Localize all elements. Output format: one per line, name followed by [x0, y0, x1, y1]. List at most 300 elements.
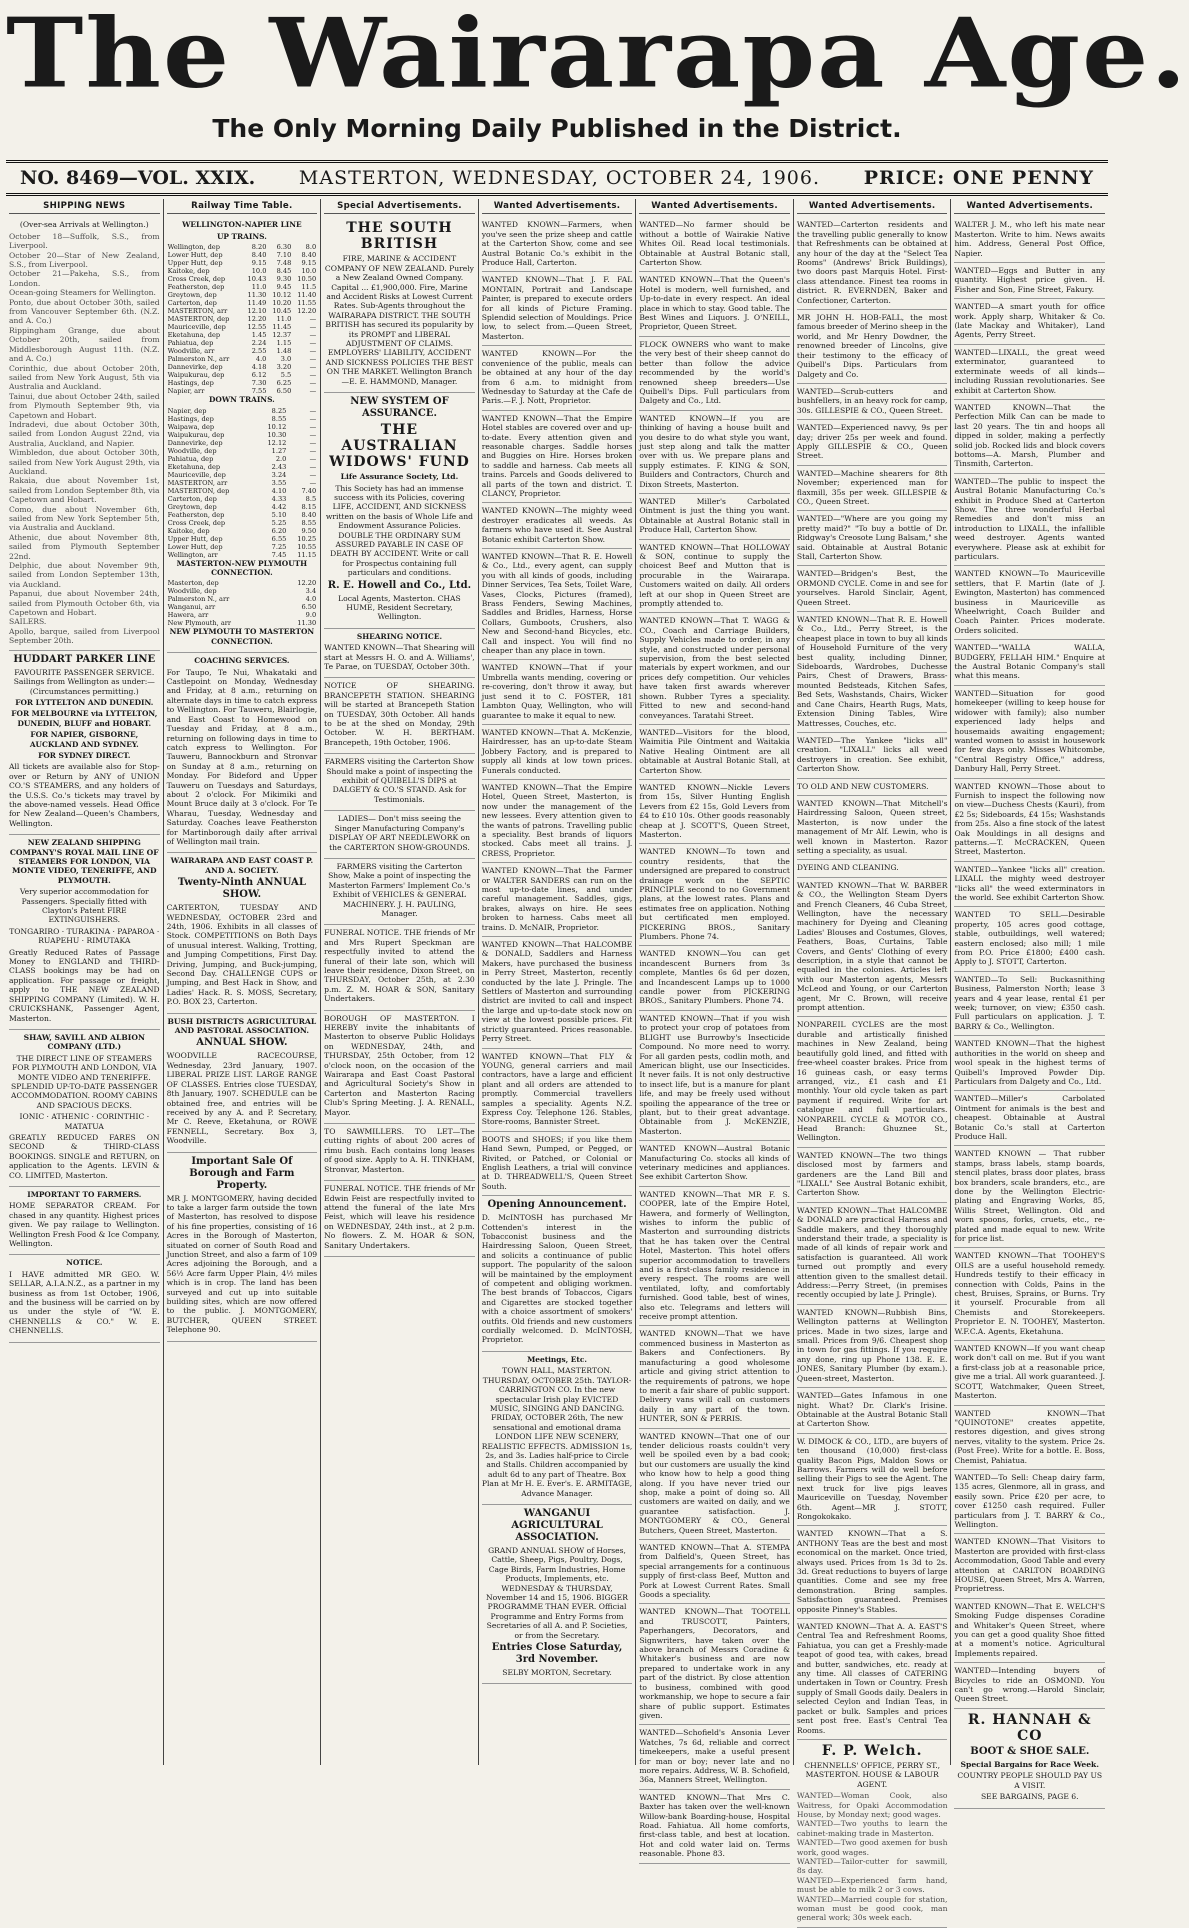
column-heading: Special Advertisements.	[324, 199, 475, 214]
station-name: Waipawa, dep	[167, 422, 215, 431]
train-time: 4.10	[271, 486, 287, 495]
train-time: 3.55	[271, 478, 287, 487]
train-time: 10.0	[251, 267, 267, 276]
awf-title: THE AUSTRALIAN WIDOWS' FUND	[329, 422, 470, 471]
timetable-row	[167, 611, 318, 619]
train-time: 10.12	[272, 291, 292, 300]
brancepeth-text: NOTICE OF SHEARING. BRANCEPETH STATION. SHEARING will be started at Brancepeth Station on TUESDAY, 30th October. All hands to be at the shed on Monday, 29th October. W. H. BERTHAM. Brancepeth, 19th October, 1906.	[324, 681, 475, 747]
train-time: —	[309, 331, 317, 340]
train-time: 12.37	[272, 331, 292, 340]
train-time: 8.55	[301, 518, 317, 527]
train-time: 11.0	[276, 315, 292, 324]
welch-title: F. P. Welch.	[821, 1742, 923, 1759]
wpa-show: Twenty-Ninth ANNUAL SHOW.	[177, 877, 306, 901]
train-time: 6.30	[276, 243, 292, 252]
nzsc-text: Very superior accommodation for Passengers. Specially fitted with Clayton's Patent FIRE EXTINGUISHERS.	[19, 887, 149, 925]
funeral-notice-1	[324, 925, 475, 1010]
timetable-row	[167, 299, 318, 307]
station-name: Greytown, dep	[167, 291, 217, 300]
issue-price: PRICE: ONE PENNY	[863, 167, 1094, 189]
station-name: Palmerston N., arr	[167, 355, 230, 364]
train-time: —	[309, 323, 317, 332]
train-time: 1.15	[276, 339, 292, 348]
timetable-row	[167, 439, 318, 447]
wanted-ad: WANTED KNOWN—To town and country residents, that the undersigned are prepared to construct drainage work on the SEPTIC PRINCIPLE second to no Government plans, at the lowest rates. Plans and estimates free on application. Nothing but certificated men employed. PICKERING BROS., Sanitary Plumbers. Phone 74.	[639, 844, 790, 946]
wanted-ad: WANTED KNOWN—That TOOTELL and TRUSCOTT, Painters, Paperhangers, Decorators, and Signwriters, have taken over the above branch of Messrs Coradine & Whitaker's business and are now prepared to undertake work in any part of the district. By close attention to business, combined with good workmanship, we hope to secure a fair share of public support. Estimates given.	[639, 1604, 790, 1725]
timetable-row	[167, 527, 318, 535]
quibell-ad	[324, 754, 475, 811]
train-time: 2.43	[271, 462, 287, 471]
huddart-note: All tickets are available also for Stop-over or Return by ANY of UNION CO.'S STEAMERS, and any holders of the U.S.S. Co.'s tickets may travel by the above-named vessels. Head Office for New Zealand—Queen's Chambers, Wellington.	[9, 762, 160, 828]
train-time: 7.48	[276, 259, 292, 268]
train-time: 7.40	[301, 486, 317, 495]
wanted-ad: WANTED KNOWN—That Mitchell's Hairdressing Saloon, Queen street, Masterton, is now under the management of Mr Alf. Lewin, who is well known in Masterton. Razor setting a speciality, as usual.	[797, 796, 948, 860]
nzsc-ad	[9, 835, 160, 1030]
wanted-ad: WANTED KNOWN—That HALCOMBE & DONALD, Saddlers and Harness Makers, have purchased the business in Perry Street, Masterton, recently conducted by the late J. Pringle. The Settlers of Masterton and surrounding district are invited to call and inspect the large and up-to-date stock now on view at the lowest possible prices. Fit strictly guaranteed. Prices reasonable. Perry Street.	[482, 937, 633, 1048]
arrival-item: October 20—Star of New Zealand, S.S., from Liverpool.	[9, 250, 160, 270]
train-time: —	[309, 387, 317, 396]
wanted-ad: WANTED KNOWN—That R. E. Howell & Co., Ltd., Perry Street, is the cheapest place in town to buy all kinds of Household Furniture of the very best quality, including Dinner, Sideboards, Wardrobes, Duchesse Pairs, Chest of Drawers, Brass-mounted Bedsteads, Kitchen Safes, Bed Sets, Washstands, Chairs, Wicker and Cane Chairs, Hearth Rugs, Mats, Extension Dining Tables, Wire Mattresses, Couches, etc.	[797, 612, 948, 733]
wanted-ad: WANTED KNOWN—That Mrs C. Baxter has taken over the well-known Willow-bank Boarding-house, Hospital Road. Fahiatua. All home comforts, first-class table, and best at location. Hot and cold water laid on. Terms reasonable. Phone 83.	[639, 1790, 790, 1864]
wanted-ad: WANTED KNOWN—That E. WELCH'S Smoking Fudge dispenses Coradine and Whitaker's Queen Street, where you can get a good quality Shoe fitted at a moment's notice. Agricultural Implements repaired.	[954, 1599, 1105, 1663]
station-name: Napier, dep	[167, 406, 207, 415]
np-connection-title: MASTERTON-NEW PLYMOUTH CONNECTION.	[176, 558, 308, 578]
station-name: Dannevirke, dep	[167, 363, 223, 372]
bush-text: WOODVILLE RACECOURSE, Wednesday, 23rd January, 1907. LIBERAL PRIZE LIST. LARGE RANGE OF CLASSES. Entries close TUESDAY, 8th January, 1907. SCHEDULE can be obtained free, and entries will be received by any A. and P. Secretary, Mr C. Reeve, Eketahuna, or ROWE FENNELL, Secretary. Box 3, Woodville.	[166, 1051, 318, 1146]
train-time: 7.45	[271, 550, 287, 559]
wanted-ad: WANTED KNOWN—That we have commenced business in Masterton as Bakers and Confectioners. By manufacturing a good wholesome article and giving strict attention to the requirements of patrons, we hope to merit a fair share of public support. Delivery vans will call on customers daily in any part of the town. HUNTER, SON & PERRIS.	[639, 1326, 790, 1428]
entries-close: Entries Close Saturday, 3rd November.	[491, 1642, 623, 1666]
train-time: 8.5	[305, 494, 317, 503]
station-name: Wellington, arr	[167, 550, 218, 559]
train-time: 8.55	[271, 414, 287, 423]
station-name: Upper Hutt, dep	[167, 259, 223, 268]
np-return-title: NEW PLYMOUTH TO MASTERTON CONNECTION.	[169, 627, 315, 646]
train-time: 11.40	[297, 291, 317, 300]
funeral-notice-2	[324, 1181, 475, 1257]
train-time: 7.10	[276, 251, 292, 260]
timetable-row	[167, 587, 318, 595]
meetings-title: Meetings, Etc.	[527, 1354, 587, 1364]
wairarapa-show-ad	[167, 853, 318, 1013]
train-time: 4.42	[271, 502, 287, 511]
line-title: WELLINGTON-NAPIER LINE	[182, 220, 302, 230]
wanted-ad: WANTED KNOWN—That R. E. Howell & Co., Ltd., every agent, can supply you with all kinds of goods, including Dinner Services, Tea Sets, Toilet Ware, Vases, Clocks, Pictures (framed), Brass Fenders, Sewing Machines, Saddles and Bridles, Harness, Horse Collars, Gumboots, Crushers, also New and Second-hand Bicycles, etc. Call and inspect. You will find no cheaper than any place in town.	[482, 549, 633, 660]
station-name: Mauriceville, dep	[167, 323, 226, 332]
wanted-ad: WANTED KNOWN—The mighty weed destroyer eradicates all weeds. As farmers who have used it. See Austral Botanic exhibit Carterton Show.	[482, 503, 633, 549]
funeral-2-text: FUNERAL NOTICE. THE friends of Mr Edwin Feist are respectfully invited to attend the funeral of the late Mrs Feist, which will leave his residence on WEDNESDAY, 24th inst., at 2 p.m. No flowers. Z. M. HOAR & SON, Sanitary Undertakers.	[324, 1184, 475, 1250]
issue-number: NO. 8469—VOL. XXIX.	[20, 167, 256, 189]
timetable-row	[167, 331, 318, 339]
down-trains-table	[167, 407, 318, 559]
train-time: —	[309, 379, 317, 388]
train-time: 11.15	[297, 550, 317, 559]
wanted-ad: WANTED KNOWN—That the Perfection Milk Can can be made to last 20 years. The tin and hoops all dipped in solder, making a perfectly solid job. Rocked lids and block covers bottoms—A. Marsh, Plumber and Tinsmith, Carterton.	[954, 400, 1105, 474]
wpa-text: CARTERTON, TUESDAY AND WEDNESDAY, OCTOBER 23rd and 24th, 1906. Exhibits in all classes of Stock. COMPETITIONS on Both Days of unusual interest. Walking, Trotting, and Jumping Competitions, First Day. Driving, Jumping, and Buck-jumping, Second Day. CHALLENGE CUPS or Jumping, and Best Hack in Show, and Ladies' Hack. R. S. MOSS, Secretary, P.O. BOX 23, Carterton.	[166, 903, 318, 1007]
arrival-item: Tainui, due about October 24th, sailed from Plymouth September 9th, via Capetown and Hobart.	[9, 391, 160, 420]
shearing-text: WANTED KNOWN—That Shearing will start at Messrs H. O. and A. Williams', Te Parae, on TUESDAY, October 30th.	[324, 643, 475, 671]
wanted-ad: BOOTS and SHOES; if you like them Hand Sewn, Pumped, or Pegged, or Rivited, or Patched, or Colonial or English Leathers, a trial will convince at D. THREADWELL'S, Queen Street South.	[482, 1132, 633, 1196]
station-name: Waipukurau, dep	[167, 430, 225, 439]
timetable-row	[167, 619, 318, 627]
train-time: 8.0	[305, 243, 317, 252]
opening-title: Opening Announcement.	[487, 1199, 627, 1211]
train-time: 9.45	[276, 283, 292, 292]
column-special	[321, 199, 479, 1765]
station-name: Woodville, arr	[167, 347, 215, 356]
up-trains-title: UP TRAINS.	[216, 231, 267, 241]
wanted-ad: W. DIMOCK & CO., LTD., are buyers of ten thousand (10,000) first-class quality Bacon Pigs, Maldon Sows or Barrows. Farmers will do well before selling their Pigs to see the Agent. The next truck for live pigs leaves Mauriceville on Tuesday, November 6th. Agent—MR J. STOTT, Rongokokako.	[797, 1434, 948, 1527]
timetable-row	[167, 387, 318, 395]
train-time: 7.30	[251, 379, 267, 388]
train-time: 9.15	[301, 259, 317, 268]
townhall-text: TOWN HALL, MASTERTON. THURSDAY, OCTOBER 25th. TAYLOR-CARRINGTON CO. In the new spectacular Irish play EVICTED MUSIC, SINGING AND DANCING. FRIDAY, OCTOBER 26th, The new sensational and emotional drama LONDON LIFE NEW SCENERY, REALISTIC EFFECTS. ADMISSION 1s, 2s, and 3s. Ladies half-price to Circle and Stalls. Children accompanied by adult 6d to any part of Theatre. Box Plan at Mr H. E. Ever's. E. ARMITAGE, Advance Manager.	[481, 1366, 633, 1498]
farmers-ad	[9, 1187, 160, 1255]
wanted-ad: WANTED KNOWN—That HOLLOWAY & SON, continue to supply the choicest Beef and Mutton that is procurable in the Wairarapa. Customers waited on daily. All orders left at our shop in Queen Street are promptly attended to.	[639, 540, 790, 614]
arrival-item: Indradevi, due about October 30th, sailed from London August 22nd, via Australia, Auckland, and Napier.	[9, 419, 160, 448]
train-time: 10.25	[297, 534, 317, 543]
train-time: 12.55	[247, 323, 267, 332]
railway-timetable	[167, 217, 318, 653]
timetable-row	[167, 595, 318, 603]
wanted-ad: WANTED KNOWN—That the Farmer or WALTER SANDERS can run on the most up-to-date lines, and under careful management. Saddles, gigs, brakes, always on hire. He sees broken to harness. Cabs meet all trains. D. McNAIR, Proprietor.	[482, 863, 633, 937]
hannah-ad	[954, 1709, 1105, 1809]
station-name: Upper Hutt, dep	[167, 534, 223, 543]
train-time: 9.50	[301, 526, 317, 535]
train-time: —	[309, 422, 317, 431]
wanted-ad: WANTED KNOWN—That if you wish to protect your crop of potatoes from BLIGHT use Burrowby's Insecticide Compound. No more need to worry. For all garden pests, codlin moth, and American blight, use our Insecticides. It never fails. It is not only destructive to insect life, but is a manure for plant life, and may be freely used without spoiling the appearance of the tree or plant, but to their great advantage. Obtainable from J. McKENZIE, Masterton.	[639, 1011, 790, 1141]
arrival-item: Apollo, barque, sailed from Liverpool September 20th.	[9, 626, 160, 646]
timetable-row	[167, 323, 318, 331]
wanted-list	[954, 217, 1105, 1708]
welch-item: WANTED—Two good axemen for bush work, good wages.	[796, 1838, 948, 1857]
station-name: Lower Hutt, dep	[167, 542, 223, 551]
meetings-section	[482, 1352, 633, 1505]
sawmill-text: TO SAWMILLERS. TO LET—The cutting rights of about 200 acres of rimu bush. Each contains long leases of good size. Apply to A. H. TINKHAM, Stronvar, Masterton.	[324, 1127, 475, 1174]
train-time: —	[309, 446, 317, 455]
station-name: Eketahuna, dep	[167, 331, 221, 340]
issue-date: MASTERTON, WEDNESDAY, OCTOBER 24, 1906.	[298, 167, 821, 189]
notice-text: I HAVE admitted MR GEO. W. SELLAR, A.I.A.N.Z., as a partner in my business as from 1st October, 1906, and the business will be carried on by us under the style of "W. E. CHENNELLS & CO." W. E. CHENNELLS.	[9, 1269, 160, 1336]
wanted-ad: WANTED KNOWN—That a S. ANTHONY Teas are the best and most economical on the market. Once tried, always used. Prices from 1s 3d to 2s. 3d. Great reductions to buyers of large quantities. Come and see my free demonstration. Bring samples. Satisfaction guaranteed. Premises opposite Pinney's Stables.	[797, 1526, 948, 1619]
columns	[6, 199, 1108, 1923]
timetable-row	[167, 379, 318, 387]
station-name: Woodville, dep	[167, 446, 217, 455]
wanted-ad: WANTED—A smart youth for office work. Apply sharp, Whitaker & Co. (late Mackay and Whitaker), Land Agents, Perry Street.	[954, 299, 1105, 345]
awf-text: This Society has had an immense success with its Policies, covering LIFE, ACCIDENT, AND SICKNESS written on the basis of Whole Life and Endowment Assurance Policies. DOUBLE THE ORDINARY SUM ASSURED PAYABLE IN CASE OF DEATH BY ACCIDENT. Write or call for Prospectus containing full particulars and conditions.	[325, 483, 473, 578]
station-name: Dannevirke, dep	[167, 438, 223, 447]
wpa-title: WAIRARAPA AND EAST COAST P. AND A. SOCIETY.	[170, 856, 314, 875]
dateline	[6, 160, 1108, 196]
timetable-row	[167, 363, 318, 371]
shaw-note: GREATLY REDUCED FARES ON SECOND & THIRD-CLASS BOOKINGS. SINGLE and RETURN, on application to the Agents. LEVIN & CO. LIMITED, Masterton.	[9, 1132, 160, 1180]
train-time: 10.20	[272, 299, 292, 308]
train-time: 10.55	[297, 542, 317, 551]
timetable-row	[167, 423, 318, 431]
hannah-foot: COUNTRY PEOPLE SHOULD PAY US A VISIT.	[957, 1771, 1103, 1790]
train-time: —	[309, 315, 317, 324]
wanted-ad: MR JOHN H. HOB-FALL, the most famous breeder of Merino sheep in the world, and Mr Henry Dowdner, the renowned breeder of Lincolns, give their testimony to the efficacy of Quibell's Dips. Particulars from Dalgety and Co.	[797, 310, 948, 384]
up-trains-table	[167, 243, 318, 395]
timetable-row	[167, 579, 318, 587]
train-time: 11.55	[297, 299, 317, 308]
wanted-ad: WANTED KNOWN—Austral Botanic Manufacturing Co. stocks all kinds of veterinary medicines and appliances. See exhibit Carterton Show.	[639, 1141, 790, 1187]
opening-announcement	[482, 1196, 633, 1352]
awf-ad	[324, 393, 475, 629]
arrival-item: Ponto, due about October 30th, sailed from Vancouver September 6th. (N.Z. and A. Co.)	[9, 297, 160, 326]
timetable-row	[167, 479, 318, 487]
newspaper-title: The Wairarapa Age.	[6, 0, 1189, 110]
wanted-ad: WANTED KNOWN—The two things disclosed most by farmers and gardeners are the Land Bill and "LIXALL" See Austral Botanic exhibit, Carterton Show.	[797, 1148, 948, 1203]
welch-item: WANTED—Two youths to learn the cabinet-making trade in Masterton.	[796, 1819, 948, 1838]
station-name: Palmerston N., arr	[167, 595, 230, 604]
bush-show: ANNUAL SHOW.	[196, 1037, 288, 1049]
train-time: 1.27	[271, 446, 287, 455]
train-time: —	[309, 470, 317, 479]
arrival-item: October 18—Suffolk, S.S., from Liverpool.	[9, 231, 160, 251]
south-british-ad	[324, 217, 475, 393]
timetable-row	[167, 519, 318, 527]
funeral-1-text: FUNERAL NOTICE. THE friends of Mr and Mrs Rupert Speckman are respectfully invited to attend the funeral of their late son, which will leave their residence, Dixon Street, on THURSDAY, October 25th, at 2.30 p.m. Z. M. HOAR & SON, Sanitary Undertakers.	[324, 928, 475, 1004]
awf-sub: Life Assurance Society, Ltd.	[340, 472, 459, 482]
wanted-ad: WANTED—Scrub-cutters and bushfellers, in an heavy rock for camp, 30s. GILLESPIE & CO., Queen Street.	[797, 384, 948, 420]
implement-text: FARMERS visiting the Carterton Show, Make a point of inspecting the Masterton Farmers' Implement Co.'s Exhibit of VEHICLES & GENERAL MACHINERY. J. H. PAULING, Manager.	[328, 861, 471, 918]
wanted-ad: WANTED—No farmer should be without a bottle of Wairakie Native Whites Oil. Read local testimonials. Obtainable at Austral Botanic stall, Carterton Show.	[639, 217, 790, 272]
train-time: 12.12	[267, 438, 287, 447]
train-time: 12.10	[247, 307, 267, 316]
timetable-row	[167, 535, 318, 543]
wanted-ad: WANTED KNOWN—That the Empire Hotel stables are covered over and up-to-date. Every attention given and reasonable charges. Saddle horses and Buggies on Hire. Horses broken to saddle and harness. Cab meets all trains. Parcels and Goods delivered to all parts of the town and district. T. CLANCY, Proprietor.	[482, 411, 633, 504]
wanted-ad: WALTER J. M., who left his mate near Masterton. Write to him. News awaits him. Address, General Post Office, Napier.	[954, 217, 1105, 263]
sb-text: FIRE, MARINE & ACCIDENT COMPANY OF NEW ZEALAND. Purely a New Zealand Owned Company. Capital ... £1,900,000. Fire, Marine and Accident Risks at Lowest Current Rates. Sub-Agents throughout the WAIRARAPA DISTRICT. THE SOUTH BRITISH has secured its popularity by its PROMPT and LIBERAL ADJUSTMENT OF CLAIMS. EMPLOYERS' LIABILITY, ACCIDENT AND SICKNESS POLICIES THE BEST ON THE MARKET. Wellington Branch—E. E. HAMMOND, Manager.	[324, 254, 474, 386]
sale-text: MR J. MONTGOMERY, having decided to take a larger farm outside the town of Masterton, has resolved to dispose of his fine properties, consisting of 16 Acres in the Borough of Masterton, situated on corner of South Road and Junction Street, and also a farm of 109 Acres adjoining the Borough, and a 56½ Acre farm Upper Plain, 4½ miles which is in crop. The land has been surveyed and cut up into suitable building sites, which are now offered to the public. J. MONTGOMERY, BUTCHER, QUEEN STREET. Telephone 90.	[166, 1193, 318, 1335]
sawmillers-ad	[324, 1124, 475, 1181]
huddart-title: HUDDART PARKER LINE	[13, 653, 156, 665]
wanted-ad: WANTED—The Yankee "licks all" creation. "LIXALL" licks all weed destroyers in creation. See exhibit, Carterton Show.	[797, 733, 948, 779]
wanted-ad: WANTED KNOWN—To Mauriceville settlers, that F. Martin (late of J. Ewington, Masterton) has commenced business in Mauriceville as Wheelwright, Coach Builder and Coach Painter. Prices moderate. Orders solicited.	[954, 566, 1105, 640]
timetable-row	[167, 471, 318, 479]
coaching-ad	[167, 653, 318, 853]
station-name: Kaitoke, dep	[167, 526, 210, 535]
train-time: —	[309, 355, 317, 364]
new-system-title: NEW SYSTEM OF ASSURANCE.	[350, 396, 449, 420]
arrivals-list	[9, 232, 160, 646]
wanted-ad: WANTED KNOWN—That the highest authorities in the world on sheep and wool speak in the highest terms of Quibell's Improved Powder Dip. Particulars from Dalgety and Co., Ltd.	[954, 1036, 1105, 1091]
wanted-ad: WANTED—Experienced navvy, 9s per day; driver 25s per week and found. Apply GILLESPIE & CO., Queen Street.	[797, 420, 948, 466]
wanganui-show-ad	[482, 1505, 633, 1684]
timetable-row	[167, 463, 318, 471]
train-time: 6.50	[276, 387, 292, 396]
wanted-ad: WANTED—Eggs and Butter in any quantity. Highest price given. H. Fisher and Son, Fine Street, Fakury.	[954, 263, 1105, 299]
train-time: 10.0	[301, 267, 317, 276]
train-time: 6.25	[276, 379, 292, 388]
train-time: 1.45	[251, 331, 267, 340]
timetable-row	[167, 275, 318, 283]
arrival-item: Wimbledon, due about October 30th, sailed from New York August 29th, via Auckland.	[9, 448, 160, 476]
train-time: —	[309, 462, 317, 471]
train-time: —	[309, 339, 317, 348]
station-name: Woodville, dep	[167, 587, 217, 596]
station-name: MASTERTON, arr	[167, 307, 228, 316]
coaching-text: For Taupo, Te Nui, Whakataki and Castlepoint on Monday, Wednesday and Friday, at 8 a.m., returning on alternate days in time to catch express to Wellington. For Tauweru, Blairlogie, and East Coast to Homewood on Tuesday and Friday, at 8 a.m., returning on following days in time to catch express to Wellington. For Tauweru, Bannockburn and Stronvar on Sunday at 8 a.m., returning on Monday. For Bideford and Upper Tauweru on Tuesdays and Saturdays, about 2 o'clock. For Mikimiki and Mount Bruce daily at 3 o'clock. For Te Wharau, Tuesday, Wednesday and Saturday. Coaches leave Featherston for Martinborough daily after arrival of Wellington mail train.	[166, 667, 318, 846]
timetable-row	[167, 371, 318, 379]
wanted-ad: WANTED KNOWN—If you are thinking of having a house built and you desire to do what style you want, just step along and talk the matter over with us. We prepare plans and supply estimates. F. KING & SON, Builders and Contractors, Church and Dixon Streets, Masterton.	[639, 411, 790, 494]
station-name: Kaitoke, dep	[167, 267, 210, 276]
train-time: 8.45	[276, 267, 292, 276]
wanted-ad: WANTED—To Sell: Cheap dairy farm, 135 acres, Glenmore, all in grass, and easily sown. Price £20 per acre, to cover £1250 cash required. Fuller particulars from J. T. BARRY & Co., Wellington.	[954, 1470, 1105, 1534]
wanted-ad: WANTED—"Where are you going my pretty maid?" "To buy a bottle of Dr. Ridgway's Creosote Lung Balsam," she said. Obtainable at Austral Botanic Stall, Carterton Show.	[797, 511, 948, 566]
train-time: 11.45	[272, 323, 292, 332]
notice-ad	[9, 1255, 160, 1342]
train-time: 8.25	[271, 406, 287, 415]
nzsc-note: Greatly Reduced Rates of Passage Money to ENGLAND and THIRD-CLASS bookings may be had on application. For passage or freight, apply to THE NEW ZEALAND SHIPPING COMPANY (Limited). W. H. CRUICKSHANK, Passenger Agent, Masterton.	[9, 947, 160, 1023]
wanted-ad: WANTED KNOWN—That if your Umbrella wants mending, covering or re-covering, don't throw it away, but just send it to C. FOSTER, 181 Lambton Quay, Wellington, who will guarantee to make it equal to new.	[482, 660, 633, 724]
station-name: Carterton, dep	[167, 299, 217, 308]
wanted-ad: WANTED Miller's Carbolated Ointment is just the thing you want. Obtainable at Austral Botanic stall in Produce Hall, Carterton Show.	[639, 494, 790, 540]
column-heading: SHIPPING NEWS	[9, 199, 160, 214]
timetable-row	[167, 251, 318, 259]
shaw-ship-list: IONIC · ATHENIC · CORINTHIC · MATATUA	[19, 1112, 150, 1131]
wanted-ad: WANTED KNOWN — That rubber stamps, brass labels, stamp boards, stencil plates, brass door plates, brass box branders, scale branders, etc., are done by the Wellington Electric-plating and Engraving Works, 85, Willis Street, Wellington. Old and worn spoons, forks, cruets, etc., re-plated and made equal to new. Write for price list.	[954, 1146, 1105, 1248]
wanted-ad: WANTED TO SELL—Desirable property, 105 acres good cottage, stable, outbuildings, well watered; eastern enclosed; also mill; 1 mile from P.O. Price £1800; £400 cash. Apply to J. STOTT, Carterton.	[954, 907, 1105, 971]
implement-ad	[324, 859, 475, 925]
train-time: 11.30	[247, 291, 267, 300]
timetable-row	[167, 455, 318, 463]
train-time: 5.10	[271, 510, 287, 519]
arrival-item: Como, due about November 6th, sailed from New York September 5th, via Australia and Auckland.	[9, 504, 160, 533]
column-wanted-1	[479, 199, 637, 1765]
station-name: Lower Hutt, dep	[167, 251, 223, 260]
station-name: Masterton, dep	[167, 579, 219, 588]
shearing-title: SHEARING NOTICE.	[356, 631, 443, 641]
station-name: Waipukurau, dep	[167, 371, 225, 380]
station-name: Wellington, dep	[167, 243, 220, 252]
column-shipping	[6, 199, 164, 1765]
column-heading: Wanted Advertisements.	[797, 199, 948, 214]
station-name: Pahiatua, dep	[167, 339, 214, 348]
train-time: 3.20	[276, 363, 292, 372]
wanted-ad: WANTED KNOWN—Rubbish Bins, Wellington patterns at Wellington prices. Made in two sizes, large and small. Prices from 9/6. Cheapest shop in town for gas fittings. If you require any done, ring up Phone 138. E. E. JONES, Sanitary Plumber (by exam.). Queen-street, Masterton.	[797, 1305, 948, 1388]
wanted-ad: WANTED KNOWN—That J. F. FAL MONTAIN, Portrait and Landscape Painter, is prepared to execute orders for all kinds of Picture Framing. Splendid selection of Mouldings. Price low, to select from.—Queen Street, Masterton.	[482, 272, 633, 346]
train-time: 11.49	[247, 299, 267, 308]
shearing-ad	[324, 629, 475, 679]
hannah-see: SEE BARGAINS, PAGE 6.	[980, 1792, 1079, 1802]
nzsc-title: NEW ZEALAND SHIPPING COMPANY'S ROYAL MAIL LINE OF STEAMERS FOR LONDON, VIA MONTE VIDEO, TENERIFFE, AND PLYMOUTH.	[9, 838, 159, 885]
wanted-ad: WANTED—Visitors for the blood, Waimitia Pile Ointment and Waitakia Native Healing Ointment are all obtainable at Austral Botanic Stall, at Carterton Show.	[639, 725, 790, 780]
station-name: Cross Creek, dep	[167, 518, 226, 527]
np-connection-table	[167, 579, 318, 627]
train-time: 8.15	[301, 502, 317, 511]
wanted-ad: WANTED KNOWN—Farmers, when you've seen the prize sheep and cattle at the Carterton Show, come and see Austral Botanic Co.'s exhibit in the Produce Hall, Carterton.	[482, 217, 633, 272]
column-wanted-3	[794, 199, 952, 1923]
down-trains-title: DOWN TRAINS.	[209, 395, 275, 405]
howell-text: Local Agents, Masterton. CHAS HUME, Resident Secretary, Wellington.	[338, 593, 461, 622]
wanted-list	[639, 217, 790, 1863]
wanted-ad: WANTED KNOWN—That W. BARBER & CO., the Wellington Steam Dyers and French Cleaners, 46 Cuba Street, Wellington, have the necessary machinery for Dyeing and Cleaning Ladies' Blouses and Costumes, Gloves, Feathers, Boas, Curtains, Table Covers, and Gents' Clothing of every description, in a style that cannot be equalled in the colonies. Articles left with our Masterton agents, Messrs McLeod and Young, or our Carterton agent, Mr C. Brown, will receive prompt attention.	[797, 878, 948, 1018]
station-name: Napier, arr	[167, 387, 205, 396]
opening-text: D. McINTOSH has purchased Mr Cottenden's interest in the Tobacconist business and the Hairdressing Saloon, Queen Street, and solicits a continuance of public support. The popularity of the saloon will be maintained by the employment of competent and obliging workmen. The best brands of Tobaccos, Cigars and Cigarettes are stocked together with a choice assortment of smokers' outfits. Old friends and new customers cordially welcomed. D. McINTOSH, Proprietor.	[481, 1213, 633, 1345]
welch-item: WANTED—Experienced farm hand, must be able to milk 2 or 3 cows.	[796, 1875, 948, 1895]
train-time: 11.0	[251, 283, 267, 292]
train-time: —	[309, 478, 317, 487]
arrival-item: Corinthic, due about October 20th, sailed from New York August, 5th via Australia and Auckland.	[9, 363, 160, 392]
station-name: Carterton, dep	[167, 494, 217, 503]
train-time: 5.5	[280, 371, 292, 380]
train-time: 9.0	[305, 611, 317, 620]
shaw-savill-ad	[9, 1030, 160, 1187]
carterton-quibell-text: FARMERS visiting the Carterton Show Should make a point of inspecting the exhibit of QUIBELL'S DIPS at DALGETY & CO.'S STAND. Ask for Testimonials.	[324, 757, 475, 804]
train-time: —	[309, 347, 317, 356]
wanted-ad: WANTED—"WALLA WALLA, BUDGERY, FELLAH HIM." Enquire at the Austral Botanic Company's stall what this means.	[954, 640, 1105, 686]
column-wanted-4	[951, 199, 1108, 1802]
station-name: Mauriceville, dep	[167, 470, 226, 479]
train-time: 3.4	[305, 587, 317, 596]
arrivals-title: (Over-sea Arrivals at Wellington.)	[19, 220, 149, 230]
shaw-text: THE DIRECT LINE OF STEAMERS FOR PLYMOUTH AND LONDON, VIA MONTE VIDEO AND TENERIFFE. SPLENDID UP-TO-DATE PASSENGER ACCOMMODATION. ROOMY CABINS AND SPACIOUS DECKS.	[10, 1053, 158, 1110]
train-time: 5.25	[271, 518, 287, 527]
hannah-sub: BOOT & SHOE SALE.	[970, 1745, 1090, 1757]
train-time: 1.48	[276, 347, 292, 356]
wanted-ad: WANTED KNOWN—That A. STEMPA from Dalfield's, Queen Street, has special arrangements for a continuous supply of first-class Beef, Mutton and Pork at Lowest Current Rates. Small Goods a speciality.	[639, 1540, 790, 1604]
farmers-text: HOME SEPARATOR CREAM. For chased in any quantity. Highest prices given. We pay railage to Wellington. Wellington Fresh Food & Ice Company, Wellington.	[9, 1201, 160, 1249]
timetable-row	[167, 355, 318, 363]
welch-sub: CHENNELLS' OFFICE, PERRY ST., MASTERTON. HOUSE & LABOUR AGENT.	[804, 1760, 941, 1789]
wanted-ad: WANTED—The public to inspect the Austral Botanic Manufacturing Co.'s exhibit in Produce Shed at Carterton Show. The three wonderful Herbal Remedies and don't miss an introduction to LIXALL, the infallible weed destroyer. Agents wanted everywhere. Please ask at exhibit for particulars.	[954, 474, 1105, 567]
route-napier: FOR NAPIER, GISBORNE, AUCKLAND AND SYDNEY.	[29, 730, 139, 749]
train-time: 4.33	[271, 494, 287, 503]
sale-title: Important Sale Of Borough and Farm Property.	[189, 1155, 295, 1191]
notice-title: NOTICE.	[66, 1258, 103, 1268]
masthead	[6, 0, 1189, 143]
station-name: MASTERTON, arr	[167, 478, 228, 487]
timetable-row	[167, 603, 318, 611]
hannah-text: Special Bargains for Race Week.	[960, 1759, 1099, 1769]
column-railway	[164, 199, 322, 1765]
train-time: 2.55	[251, 347, 267, 356]
arrival-item: Rakaia, due about November 1st, sailed from London September 8th, via Capetown and Hobart.	[9, 476, 160, 505]
route-sydney: FOR SYDNEY DIRECT.	[38, 750, 131, 760]
arrival-item: Athenic, due about November 8th, sailed from Plymouth September 22nd.	[9, 532, 160, 561]
wanted-ad: WANTED KNOWN—For the convenience of the public, meals can be obtained at any hour of the day from 6 a.m. to midnight from Wednesday to Saturday at the Cafe de Paris.—F. J. Nott, Proprietor.	[482, 346, 633, 410]
arrival-item: SAILERS.	[9, 617, 47, 627]
train-time: 2.0	[275, 454, 287, 463]
train-time: 6.55	[271, 534, 287, 543]
wanted-ad: WANTED KNOWN—Nickle Levers from 15s, Silver Hunting English Levers from £2 15s, Gold Levers from £4 to £10 10s. Other goods reasonably cheap at J. SCOTT'S, Queen Street, Masterton.	[639, 780, 790, 844]
timetable-row	[167, 283, 318, 291]
train-time: 6.20	[271, 526, 287, 535]
train-time: 11.30	[297, 619, 317, 628]
huddart-parker-ad	[9, 651, 160, 836]
column-heading: Wanted Advertisements.	[639, 199, 790, 214]
farmers-title: IMPORTANT TO FARMERS.	[27, 1190, 142, 1199]
timetable-row	[167, 307, 318, 315]
train-time: 3.24	[271, 470, 287, 479]
timetable-row	[167, 291, 318, 299]
train-time: 9.30	[276, 275, 292, 284]
train-time: —	[309, 454, 317, 463]
wanted-ad: WANTED—To Sell: Buckasnithing Business, Palmerston North; lease 3 years and 4 year lease, rental £1 per week; turnover, on view; £350 cash. Full particulars on application. J. T. BARRY & Co., Wellington.	[954, 972, 1105, 1036]
train-time: 2.24	[251, 339, 267, 348]
train-time: —	[309, 414, 317, 423]
train-time: 10.45	[272, 307, 292, 316]
train-time: —	[309, 438, 317, 447]
wanted-ad: WANTED—Situation for good homekeeper (willing to keep house for widower with family); also number experienced lady helps and housemaids awaiting engagement; wanted women to assist in housework for few days only. Misses Whitcombe, "Central Registry Office," address, Danbury Hall, Perry Street.	[954, 686, 1105, 779]
train-time: 10.12	[267, 422, 287, 431]
train-time: 9.15	[251, 259, 267, 268]
timetable-row	[167, 495, 318, 503]
bush-show-ad	[167, 1014, 318, 1153]
singer-text: LADIES— Don't miss seeing the Singer Manufacturing Company's DISPLAY OF ART NEEDLEWORK on the CARTERTON SHOW-GROUNDS.	[328, 814, 471, 852]
